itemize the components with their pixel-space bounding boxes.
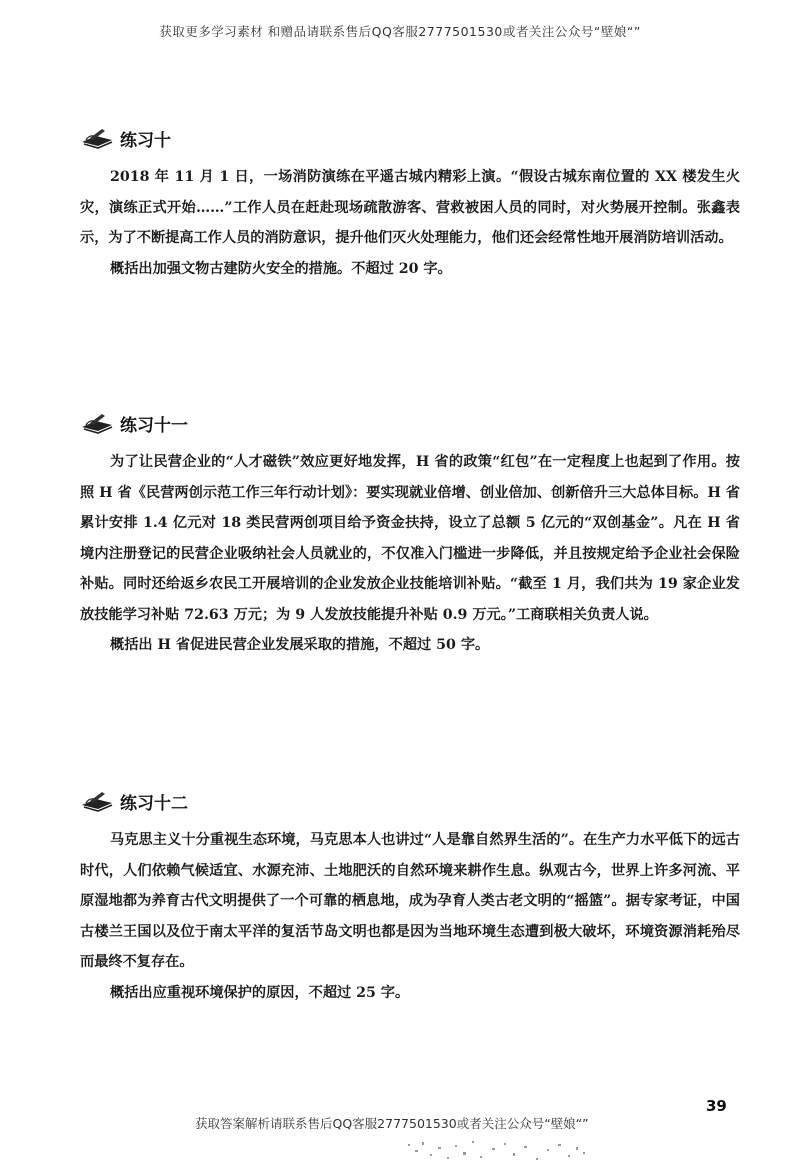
exercise-passage: 2018 年 11 月 1 日，一场消防演练在平遥古城内精彩上演。“假设古城东南位置的 XX 楼发生火灾，演练正式开始……”工作人员在赶赴现场疏散游客、营救被困人员的同时，对火势展开控制。张鑫表示，为了不断提高工作人员的消防意识，提升他们灭火处理能力，他们还会经常性地开展消防培训活动。	[80, 169, 740, 246]
exercise-10	[80, 124, 740, 284]
exercise-passage: 马克思主义十分重视生态环境，马克思本人也讲过“人是靠自然界生活的”。在生产力水平低下的远古时代，人们依赖气候适宜、水源充沛、土地肥沃的自然环境来耕作生息。纵观古今，世界上许多河流、平原湿地都为养育古代文明提供了一个可靠的栖息地，成为孕育人类古老文明的“摇篮”。据专家考证，中国古楼兰王国以及位于南太平洋的复活节岛文明也都是因为当地环境生态遭到极大破坏，环境资源消耗殆尽而最终不复存在。	[80, 832, 740, 970]
footer-promo-note: 获取答案解析请联系售后QQ客服2777501530或者关注公众号“壁娘“”	[195, 1116, 589, 1131]
page-number: 39	[706, 1097, 727, 1115]
header-promo-note: 获取更多学习素材 和赠品请联系售后QQ客服2777501530或者关注公众号“壁娘“”	[159, 24, 641, 39]
exercise-title	[80, 409, 740, 437]
exercise-title-label: 练习十二	[120, 793, 188, 814]
exercise-title	[80, 124, 740, 152]
exercise-title-label: 练习十	[120, 130, 171, 151]
exercise-question: 概括出 H 省促进民营企业发展采取的措施，不超过 50 字。	[110, 637, 490, 653]
exercise-question: 概括出应重视环境保护的原因，不超过 25 字。	[110, 984, 410, 1001]
exercise-12	[80, 787, 740, 1008]
exercise-title	[80, 787, 740, 815]
exercise-11	[80, 409, 740, 661]
exercise-title-label: 练习十一	[120, 415, 188, 436]
exercise-question: 概括出加强文物古建防火安全的措施。不超过 20 字。	[110, 260, 452, 277]
scan-noise-decoration	[400, 1138, 590, 1166]
book-pen-icon	[80, 127, 114, 149]
book-pen-icon	[80, 790, 114, 812]
exercise-passage: 为了让民营企业的“人才磁铁”效应更好地发挥，H 省的政策“红包”在一定程度上也起到了作用。按照 H 省《民营两创示范工作三年行动计划》：要实现就业倍增、创业倍加、创新倍升三大总体目标。H 省累计安排 1.4 亿元对 18 类民营两创项目给予资金扶持，设立了总额 5 亿元的“双创基金”。凡在 H 省境内注册登记的民营企业吸纳社会人员就业的，不仅准入门槛进一步降低，并且按规定给予企业社会保险补贴。同时还给返乡农民工开展培训的企业发放企业技能培训补贴。“截至 1 月，我们共为 19 家企业发放技能学习补贴 72.63 万元；为 9 人发放技能提升补贴 0.9 万元。”工商联相关负责人说。	[80, 454, 740, 623]
book-pen-icon	[80, 412, 114, 434]
